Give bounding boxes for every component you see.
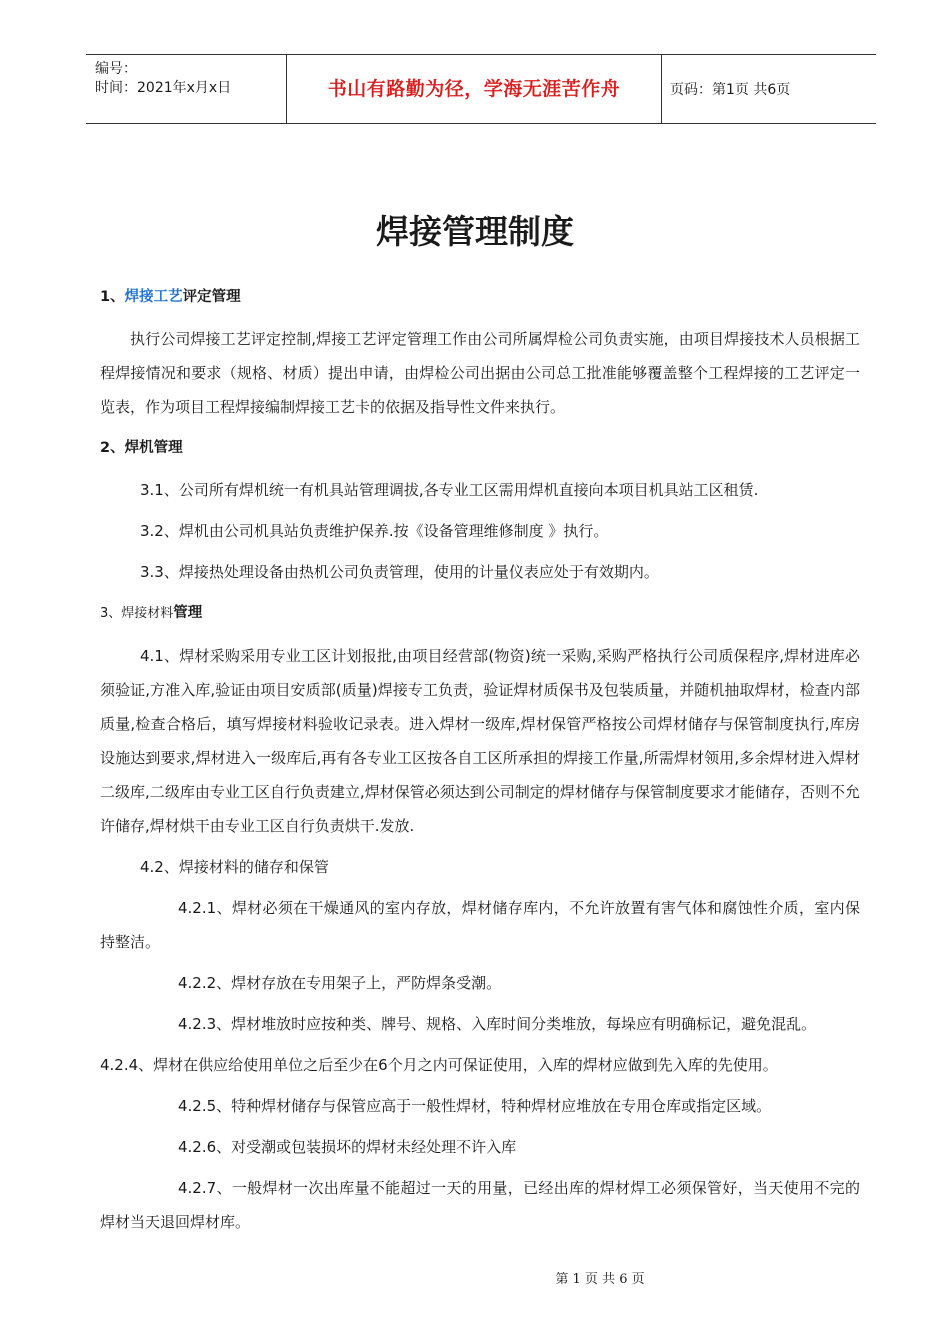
document-body	[100, 280, 860, 1246]
page-footer	[0, 1268, 950, 1287]
paragraph-4-2-1: 4.2.1、焊材必须在干燥通风的室内存放，焊材储存库内，不允许放置有害气体和腐蚀性介质，室内保持整洁。	[100, 899, 860, 951]
time-label: 时间：2021年x月x日	[95, 80, 232, 96]
paragraph-4-2-5: 4.2.5、特种焊材储存与保管应高于一般性焊材，特种焊材应堆放在专用仓库或指定区域。	[178, 1097, 772, 1115]
paragraph-4-2-6: 4.2.6、对受潮或包装损坏的焊材未经处理不许入库	[178, 1138, 517, 1156]
section-2-item: 3.2、焊机由公司机具站负责维护保养.按《设备管理维修制度 》执行。	[140, 522, 609, 540]
paragraph-4-1-text: 4.1、焊材采购采用专业工区计划报批,由项目经营部(物资)统一采购,采购严格执行公司质保程序,焊材进库必须验证,方准入库,验证由项目安质部(质量)焊接专工负责，验证焊材质保书及包装质量，并随机抽取焊材，检查内部质量,检查合格后，填写焊接材料验收记录表。进入焊材一级库,焊材保管严格按公司焊材储存与保管制度执行,库房设施达到要求,焊材进入一级库后,再有各专业工区按各自工区所承担的焊接工作量,所需焊材领用,多余焊材进入焊材二级库,二级库由专业工区自行负责建立,焊材保管必须达到公司制定的焊材储存与保管制度要求才能储存，否则不允许储存,焊材烘干由专业工区自行负责烘干.发放.	[100, 647, 860, 835]
header-page-cell	[661, 55, 876, 123]
section-1-heading	[100, 280, 860, 314]
paragraph-4-2-7: 4.2.7、一般焊材一次出库量不能超过一天的用量，已经出库的焊材焊工必须保管好，当天使用不完的焊材当天退回焊材库。	[100, 1179, 860, 1231]
section-3-heading-bold: 管理	[173, 605, 203, 621]
section-3-heading-small: 3、焊接材料	[100, 606, 174, 621]
section-2-heading: 2、焊机管理	[100, 440, 183, 456]
paragraph-4-2-2: 4.2.2、焊材存放在专用架子上，严防焊条受潮。	[178, 974, 502, 992]
footer-page-number: 第 1 页 共 6 页	[555, 1272, 645, 1287]
code-label: 编号：	[95, 61, 137, 77]
paragraph-4-1	[100, 639, 860, 843]
motto: 书山有路勤为径，学海无涯苦作舟	[327, 78, 621, 100]
section-2-item: 3.1、公司所有焊机统一有机具站管理调拔,各专业工区需用焊机直接向本项目机具站工区租赁.	[140, 481, 759, 499]
section-1-heading-rest: 评定管理	[182, 289, 241, 305]
section-1-number: 1、	[100, 289, 125, 305]
paragraph-4-2: 4.2、焊接材料的储存和保管	[140, 858, 329, 876]
page-header	[86, 54, 876, 124]
paragraph-4-2-3: 4.2.3、焊材堆放时应按种类、牌号、规格、入库时间分类堆放，每垛应有明确标记，避免混乱。	[178, 1015, 817, 1033]
section-1-link[interactable]: 焊接工艺	[124, 289, 183, 305]
page-info: 页码：第1页 共6页	[670, 82, 791, 98]
document-title: 焊接管理制度	[376, 212, 574, 251]
header-motto-cell	[286, 55, 662, 123]
header-meta-cell	[86, 55, 286, 123]
section-3-heading	[100, 596, 860, 631]
section-2-item: 3.3、焊接热处理设备由热机公司负责管理，使用的计量仪表应处于有效期内。	[140, 563, 659, 581]
section-1-paragraph: 执行公司焊接工艺评定控制,焊接工艺评定管理工作由公司所属焊检公司负责实施，由项目焊接技术人员根据工程焊接情况和要求（规格、材质）提出申请，由焊检公司出据由公司总工批准能够覆盖整个工程焊接的工艺评定一览表，作为项目工程焊接编制焊接工艺卡的依据及指导性文件来执行。	[100, 330, 860, 416]
paragraph-4-2-4: 4.2.4、焊材在供应给使用单位之后至少在6个月之内可保证使用，入库的焊材应做到先入库的先使用。	[100, 1056, 778, 1074]
